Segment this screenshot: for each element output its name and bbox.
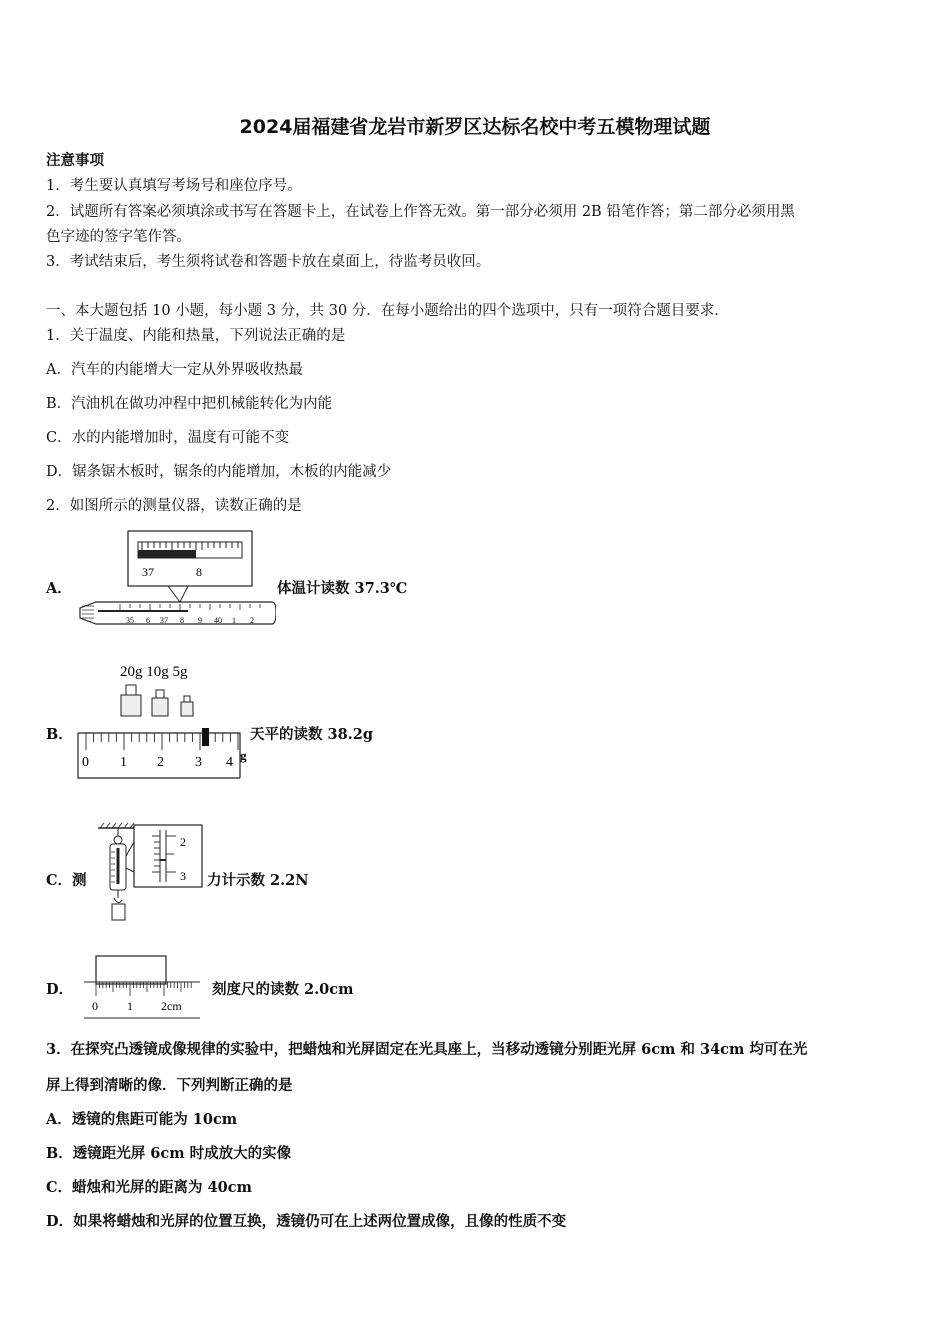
- notice-item: 色字迹的签字笔作答。: [46, 229, 191, 245]
- scale-label: 4: [226, 755, 233, 770]
- scale-label: 1: [127, 999, 133, 1013]
- q2-option-b-text: 天平的读数 38.2g: [250, 726, 374, 743]
- unit-label: g: [240, 748, 247, 763]
- q1-option-d: D．锯条锯木板时，锯条的内能增加，木板的内能减少: [46, 464, 392, 480]
- q2-option-c-label: C．测: [46, 872, 87, 889]
- q1-option-a: A．汽车的内能增大一定从外界吸收热最: [46, 362, 303, 378]
- zoom-label: 8: [196, 565, 202, 579]
- q3-option-c: C．蜡烛和光屏的距离为 40cm: [46, 1179, 252, 1196]
- question-3-stem: 3．在探究凸透镜成像规律的实验中，把蜡烛和光屏固定在光具座上，当移动透镜分别距光屏 6cm 和 34cm 均可在光: [46, 1041, 808, 1058]
- scale-label: 2: [250, 616, 254, 625]
- scale-label: 3: [195, 755, 202, 770]
- page-title: 2024届福建省龙岩市新罗区达标名校中考五模物理试题: [239, 116, 711, 138]
- zoom-label: 37: [142, 565, 154, 579]
- notice-item: 2．试题所有答案必须填涂或书写在答题卡上，在试卷上作答无效。第一部分必须用 2B 铅笔作答；第二部分必须用黑: [46, 204, 795, 220]
- scale-label: 1: [120, 755, 127, 770]
- balance-figure: [74, 658, 252, 782]
- scale-label: 40: [214, 616, 222, 625]
- notice-item: 3．考试结束后，考生须将试卷和答题卡放在桌面上，待监考员收回。: [46, 254, 491, 270]
- q3-option-d: D．如果将蜡烛和光屏的位置互换，透镜仍可在上述两位置成像，且像的性质不变: [46, 1213, 567, 1230]
- scale-label: 2: [180, 835, 186, 849]
- scale-label: 2: [157, 755, 164, 770]
- scale-label: 0: [92, 999, 98, 1013]
- q3-option-a: A．透镜的焦距可能为 10cm: [46, 1111, 238, 1128]
- q2-option-a-label: A．: [46, 580, 72, 597]
- q1-option-c: C．水的内能增加时，温度有可能不变: [46, 430, 290, 446]
- scale-label: 1: [232, 616, 236, 625]
- spring-scale-figure: [94, 822, 206, 924]
- weights-label: 20g 10g 5g: [120, 664, 188, 680]
- scale-label: 0: [82, 755, 89, 770]
- notice-item: 1．考生要认真填写考场号和座位序号。: [46, 178, 302, 194]
- notice-heading: 注意事项: [46, 152, 104, 169]
- section-heading: 一、本大题包括 10 小题，每小题 3 分，共 30 分．在每小题给出的四个选项中，只有一项符合题目要求．: [46, 303, 729, 319]
- q2-option-d-text: 刻度尺的读数 2.0cm: [212, 981, 354, 998]
- scale-label: 2cm: [161, 999, 182, 1013]
- question-2-stem: 2．如图所示的测量仪器，读数正确的是: [46, 498, 302, 514]
- question-3-stem-cont: 屏上得到清晰的像．下列判断正确的是: [46, 1077, 293, 1094]
- ruler-figure: [80, 952, 206, 1022]
- scale-label: 6: [146, 616, 150, 625]
- scale-label: 9: [198, 616, 202, 625]
- question-1-stem: 1．关于温度、内能和热量，下列说法正确的是: [46, 328, 346, 344]
- scale-label: 37: [160, 616, 168, 625]
- scale-label: 35: [126, 616, 134, 625]
- thermometer-figure: [76, 528, 276, 632]
- q2-option-c-text: 力计示数 2.2N: [207, 872, 309, 889]
- q2-option-b-label: B．: [46, 726, 73, 743]
- scale-label: 3: [180, 869, 186, 883]
- q1-option-b: B．汽油机在做功冲程中把机械能转化为内能: [46, 396, 333, 412]
- q2-option-d-label: D．: [46, 981, 74, 998]
- q2-option-a-text: 体温计读数 37.3℃: [277, 580, 408, 597]
- scale-label: 8: [180, 616, 184, 625]
- q3-option-b: B．透镜距光屏 6cm 时成放大的实像: [46, 1145, 292, 1162]
